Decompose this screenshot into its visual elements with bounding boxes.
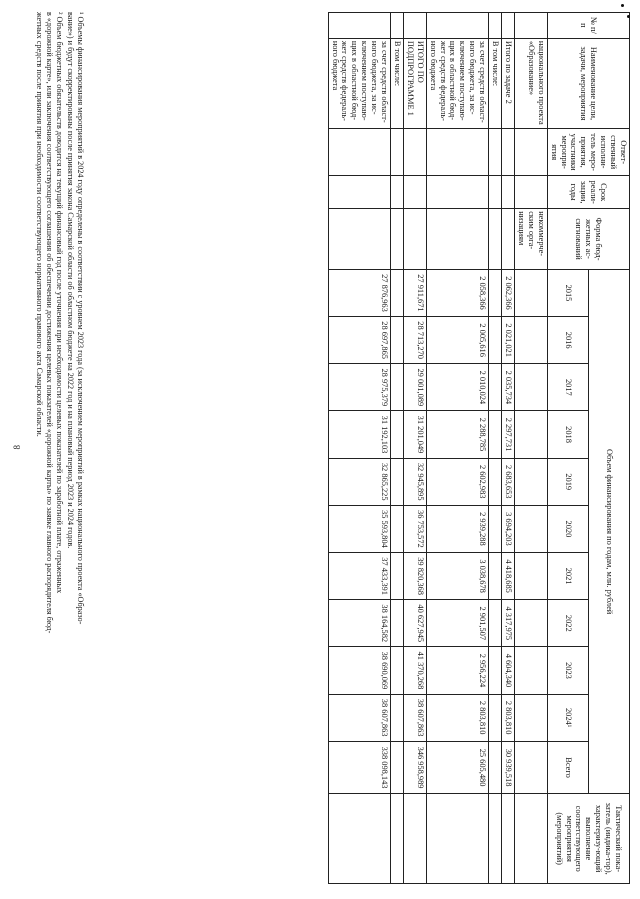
cell-responsible [403, 129, 426, 176]
cell-name: Итого по задаче 2 [502, 38, 515, 128]
cell-value: 2 005,616 [426, 317, 488, 364]
cell-value: 32 945,895 [403, 458, 426, 505]
cell-responsible [502, 129, 515, 176]
header-year: 2022 [547, 600, 588, 647]
footnote-line: вание») и будут скорректированы после принятия закона Самарской области об областном бюджете на 2022 год и на плановый период 2023 и 2024 годов. [65, 12, 75, 549]
cell-value [489, 600, 502, 647]
table-row [403, 13, 426, 884]
cell-value [391, 505, 404, 552]
cell-value: 2 021,021 [502, 317, 515, 364]
cell-value [489, 741, 502, 794]
cell-num [403, 13, 426, 39]
cell-value [391, 741, 404, 794]
cell-value: 30 939,518 [502, 741, 515, 794]
cell-value: 35 593,804 [328, 505, 390, 552]
cell-value [489, 552, 502, 599]
table-row [426, 13, 488, 884]
cell-name: В том числе: [391, 38, 404, 128]
header-year: 2020 [547, 505, 588, 552]
table-header-row [588, 13, 629, 884]
header-year: Всего [547, 741, 588, 794]
cell-name: В том числе: [489, 38, 502, 128]
cell-value [515, 317, 548, 364]
cell-value [391, 317, 404, 364]
header-year: 2021 [547, 552, 588, 599]
cell-value: 37 433,391 [328, 552, 390, 599]
cell-value: 28 713,270 [403, 317, 426, 364]
header-year: 2024¹ [547, 694, 588, 741]
cell-form: некоммерче-ским орга-низациям [515, 209, 548, 270]
cell-term [328, 176, 390, 209]
table-row [328, 13, 390, 884]
cell-indicator [328, 794, 390, 884]
cell-responsible [328, 129, 390, 176]
cell-value: 25 605,480 [426, 741, 488, 794]
cell-value: 338 098,143 [328, 741, 390, 794]
cell-value: 2 683,653 [502, 458, 515, 505]
cell-term [502, 176, 515, 209]
cell-value: 2 288,785 [426, 411, 488, 458]
footnote-line: в «дорожной карте», или заключения соответствующего соглашения об обеспечении достижения целевых показателей «дорожной карты» по заявке главного распорядителя бюд- [45, 12, 55, 634]
cell-value: 40 627,945 [403, 600, 426, 647]
cell-value: 2 062,366 [502, 269, 515, 316]
cell-form [391, 209, 404, 270]
cell-form [328, 209, 390, 270]
cell-responsible [391, 129, 404, 176]
table-row [489, 13, 502, 884]
header-form: Форма бюд-жетных ас-сигнований [547, 209, 629, 270]
header-term: Срок реали-зации, годы [547, 176, 629, 209]
table-row [502, 13, 515, 884]
cell-num [489, 13, 502, 39]
cell-value [391, 694, 404, 741]
cell-indicator [426, 794, 488, 884]
cell-num [391, 13, 404, 39]
cell-value: 27 911,671 [403, 269, 426, 316]
cell-value: 2 901,507 [426, 600, 488, 647]
cell-form [403, 209, 426, 270]
cell-num [502, 13, 515, 39]
cell-value [489, 505, 502, 552]
cell-value: 2 939,288 [426, 505, 488, 552]
cell-value [515, 364, 548, 411]
cell-value [489, 694, 502, 741]
cell-name: национального проекта «Образование» [515, 38, 548, 128]
cell-value: 41 370,268 [403, 647, 426, 694]
footnote-line: ² Объем бюджетных обязательств доводится на текущий финансовый год после уточнения при необходимости целевых показателей по заработной плате, отраженных [55, 12, 65, 594]
cell-name: за счет средств област-ного бюджета, за ис-ключением поступаю-щих в областной бюд-жет средств федераль-ного бюджета [426, 38, 488, 128]
cell-value: 2 803,810 [502, 694, 515, 741]
cell-form [489, 209, 502, 270]
scan-speck [627, 15, 630, 18]
footnote-line: ¹ Объемы финансирования мероприятий в 2024 году определены в соответствии с уровнем 2023 года (за исключением мероприятий в рамках национального проекта «Образо- [76, 12, 85, 625]
cell-value [391, 552, 404, 599]
cell-form [502, 209, 515, 270]
cell-value [391, 269, 404, 316]
table-row [391, 13, 404, 884]
cell-value: 38 164,582 [328, 600, 390, 647]
cell-value: 2 010,024 [426, 364, 488, 411]
cell-value: 2 035,734 [502, 364, 515, 411]
cell-num [328, 13, 390, 39]
cell-value [515, 458, 548, 505]
cell-term [426, 176, 488, 209]
cell-num [515, 13, 548, 39]
cell-value [515, 741, 548, 794]
cell-value [489, 647, 502, 694]
cell-value: 4 604,340 [502, 647, 515, 694]
cell-form [426, 209, 488, 270]
header-year: 2017 [547, 364, 588, 411]
cell-value: 38 607,863 [403, 694, 426, 741]
cell-value: 2 602,983 [426, 458, 488, 505]
cell-name: ИТОГО ПО ПОДПРОГРАММЕ 1 [403, 38, 426, 128]
cell-indicator [515, 794, 548, 884]
header-year: 2018 [547, 411, 588, 458]
cell-value: 346 958,989 [403, 741, 426, 794]
cell-value: 39 820,368 [403, 552, 426, 599]
cell-term [403, 176, 426, 209]
cell-value: 2 956,224 [426, 647, 488, 694]
header-name: Наименование цели, задачи, мероприятия [547, 38, 629, 128]
cell-num [426, 13, 488, 39]
cell-value: 2 297,731 [502, 411, 515, 458]
cell-value [391, 647, 404, 694]
cell-value [391, 411, 404, 458]
cell-value: 38 690,069 [328, 647, 390, 694]
cell-value: 3 694,203 [502, 505, 515, 552]
cell-value: 2 058,366 [426, 269, 488, 316]
financing-table [328, 12, 630, 884]
cell-value [489, 458, 502, 505]
header-year: 2023 [547, 647, 588, 694]
header-indicator: Тактический пока-затель (индика-тор), характеризу-ющий выполнение соответствующего мероприятия (мероприятий) [547, 794, 629, 884]
cell-value: 36 753,572 [403, 505, 426, 552]
cell-value [515, 647, 548, 694]
table-body [328, 13, 547, 884]
cell-value [391, 364, 404, 411]
cell-value [515, 411, 548, 458]
cell-value [391, 458, 404, 505]
cell-value: 4 317,975 [502, 600, 515, 647]
cell-value: 32 865,225 [328, 458, 390, 505]
cell-value [489, 364, 502, 411]
cell-term [515, 176, 548, 209]
cell-value: 4 418,685 [502, 552, 515, 599]
cell-indicator [403, 794, 426, 884]
cell-value [515, 505, 548, 552]
cell-responsible [515, 129, 548, 176]
cell-value: 31 201,049 [403, 411, 426, 458]
table-row [515, 13, 548, 884]
footnotes [34, 12, 85, 884]
cell-name: за счет средств област-ного бюджета, за ис-ключением поступаю-щих в областной бюд-жет средств федераль-ного бюджета [328, 38, 390, 128]
cell-value: 38 607,863 [328, 694, 390, 741]
cell-indicator [502, 794, 515, 884]
cell-value [489, 317, 502, 364]
cell-value: 29 001,089 [403, 364, 426, 411]
footnote-line: жетных средств после принятия при необходимости соответствующего нормативного правового акта Самарской области. [35, 12, 44, 437]
header-year: 2016 [547, 317, 588, 364]
cell-value [515, 269, 548, 316]
cell-value: 3 038,678 [426, 552, 488, 599]
cell-value [489, 411, 502, 458]
cell-value: 28 697,865 [328, 317, 390, 364]
scan-speck [621, 4, 624, 7]
cell-value: 28 975,379 [328, 364, 390, 411]
header-responsible: Ответ-ственный исполни-тель меро-приятия, участники меропри-ятия [547, 129, 629, 176]
cell-value [515, 694, 548, 741]
cell-value: 27 876,963 [328, 269, 390, 316]
header-volume: Объем финансирования по годам, млн. рублей [588, 269, 629, 794]
cell-value: 2 803,810 [426, 694, 488, 741]
cell-term [391, 176, 404, 209]
cell-value [391, 600, 404, 647]
cell-responsible [489, 129, 502, 176]
cell-value [515, 600, 548, 647]
cell-value [489, 269, 502, 316]
page-number: 8 [12, 445, 22, 450]
cell-indicator [391, 794, 404, 884]
cell-responsible [426, 129, 488, 176]
cell-value: 31 192,103 [328, 411, 390, 458]
header-year: 2015 [547, 269, 588, 316]
header-year: 2019 [547, 458, 588, 505]
cell-indicator [489, 794, 502, 884]
cell-term [489, 176, 502, 209]
cell-value [515, 552, 548, 599]
header-num: № п/п [547, 13, 629, 39]
